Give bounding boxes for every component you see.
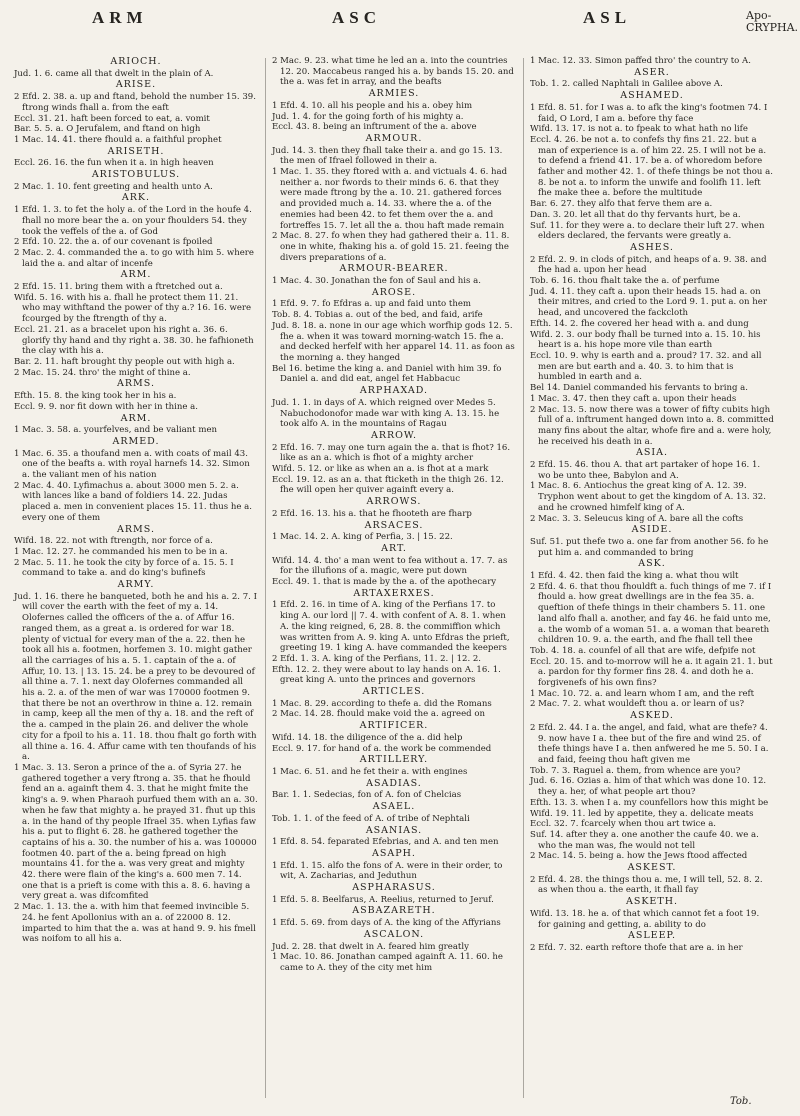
entry-text: 2 Efd. 15. 46. thou A. that art partaker of hope 16. 1. wo be unto thee, Babylon and A.	[530, 460, 761, 481]
entry-text: 1 Efd. 2. 16. in time of A. king of the Perfians 17. to king A. our lord || 7. 4. with confent of A. 8. 1. when A. the king reigned, 6, 28. 8. the commiffion which was written from A. 9. king A. unto Efdras the prieft, greeting 19. 1 king A. have commanded the keepers	[272, 600, 510, 654]
entry-heading: ARTIFICER.	[359, 720, 429, 732]
entry-text: Eccl. 49. 1. that is made by the a. of the apothecary	[272, 577, 497, 588]
header-center-word: ASC	[332, 8, 382, 27]
header-right-word: ASL	[583, 8, 632, 27]
entry-text: 2 Efd. 7. 32. earth reftore thofe that are a. in her	[530, 942, 743, 953]
entry-text: 2 Efd. 15. 11. bring them with a ftretched out a.	[14, 282, 223, 293]
entry-text: 2 Mac. 1. 13. the a. with him that feemed invincible 5. 24. he fent Apollonius with an a. of 22000 8. 12. imparted to him that the a. was at hand 9. 9. his fmell was noifom to all his a.	[14, 902, 256, 945]
entry-heading: ARMED.	[112, 435, 160, 447]
entry-text: Eccl. 21. 21. as a bracelet upon his right a. 36. 6. glorify thy hand and thy right a. 38. 30. he fafhioneth the clay with his a.	[14, 324, 254, 357]
entry-text: 2 Efd. 4. 6. that thou fhouldft a. fuch things of me 7. if I fhould a. how great dwellings are in the fea 35. a. queftion of thefe things in their chambers 5. 11. one land alfo fhall a. another, and fay 46. he faid unto me, a. the womb of a woman 51. a. a woman that beareth children 10. 9. a. the earth, and fhe fhall tell thee	[530, 581, 772, 646]
entry-text: Tob. 6. 16. thou fhalt take the a. of perfume	[530, 276, 720, 287]
entry-text: 1 Mac. 3. 47. then they caft a. upon their heads	[530, 393, 737, 404]
entry-heading: ARM.	[120, 269, 152, 281]
entry-text: Tob. 1. 2. called Naphtali in Galilee above A.	[530, 79, 723, 90]
entry-text: Eccl. 9. 17. for hand of a. the work be commended	[272, 743, 492, 754]
entry-heading: ASAEL.	[372, 801, 416, 813]
entry-heading: ARTAXERXES.	[353, 587, 435, 599]
entry-heading: ASIDE.	[631, 524, 673, 536]
entry-text: 1 Mac. 8. 29. according to thefe a. did the Romans	[272, 698, 492, 709]
entry-heading: ARMIES.	[368, 88, 420, 100]
entry-text: Suf. 51. put thefe two a. one far from another 56. fo he put him a. and commanded to bring	[530, 536, 769, 558]
entry-text: Suf. 14. after they a. one another the caufe 40. we a. who the man was, fhe would not tell	[530, 829, 759, 851]
entry-text: 1 Efd. 5. 8. Beelfarus, A. Reelius, returned to Jeruf.	[272, 894, 494, 905]
entry-text: Wifd. 18. 22. not with ftrength, nor force of a.	[14, 536, 213, 547]
entry-heading: ARSACES.	[364, 519, 424, 531]
entry-text: Eccl. 10. 9. why is earth and a. proud? 17. 32. and all men are but earth and a. 40. 3. to him that is humbled in earth and a.	[530, 350, 762, 383]
entry-text: Bar. 6. 27. they alfo that ferve them are a.	[530, 199, 713, 210]
apo-line-1: Apo-	[746, 9, 772, 22]
entry-text: 2 Efd. 2. 38. a. up and ftand, behold the number 15. 39. ftrong winds fhall a. from the eaft	[14, 92, 256, 113]
entry-text: 2 Efd. 16. 13. his a. that he fhooteth are fharp	[272, 508, 472, 519]
entry-heading: ARMS.	[117, 378, 155, 390]
entry-text: Tob. 4. 18. a. counfel of all that are wife, defpife not	[530, 645, 756, 656]
entry-text: 1 Mac. 14. 41. there fhould a. a faithful prophet	[14, 134, 222, 145]
entry-heading: ASHES.	[630, 241, 674, 253]
entry-text: Bar. 5. 5. a. O Jerufalem, and ftand on high	[14, 124, 201, 135]
entry-text: 1 Mac. 10. 72. a. and learn whom I am, and the reft	[530, 688, 755, 699]
entry-text: Wifd. 2. 3. our body fhall be turned into a. 15. 10. his heart is a. his hope more vile than earth	[530, 329, 761, 351]
catchword: Tob.	[730, 1096, 752, 1107]
entry-heading: ASADIAS.	[366, 777, 422, 789]
header-apocrypha-label	[746, 10, 798, 34]
entry-text: Jud. 1. 16. there he banqueted, both he and his a. 2. 7. I will cover the earth with the feet of my a. 14. Olofernes called the officers of the a. of Affur 16. ranged them, as a great a. is ordered for war 18. plenty of victual for every man of the a. 22. then he took all his a. footmen, horfemen 3. 10. might gather all the carriages of his a. 5. 1. captain of the a. of Affur, 10. 13. | 13. 15. 24. be a prey to be devoured of all thine a. 7. 1. next day Olofernes commanded all his a. 2. a. of the men of war was 170000 footmen 9. that there be not an overthrow in thine a. 12. remain in camp, keep all the men of thy a. 18. and the reft of the a. camped in the plain 26. and deliver the whole city for a fpoil to his a. 11. 18. thou fhalt go forth with all thine a. 16. 4. Affur came with ten thoufands of his a.	[14, 591, 257, 763]
entry-text: 1 Mac. 12. 33. Simon paffed thro' the country to A.	[530, 56, 751, 66]
column-1	[14, 56, 258, 945]
entry-text: Suf. 11. for they were a. to declare their luft 27. when elders declared, the fervants were greatly a.	[530, 220, 765, 242]
entry-heading: ART.	[381, 542, 407, 554]
entry-heading: ARPHAXAD.	[359, 385, 429, 397]
entry-text: Efth. 14. 2. fhe covered her head with a. and dung	[530, 318, 749, 329]
header-left-word: ARM	[92, 8, 148, 27]
entry-text: Wifd. 14. 18. the diligence of the a. did help	[272, 732, 463, 743]
entry-heading: ASLEEP.	[627, 930, 677, 942]
entry-text: Jud. 4. 11. they caft a. upon their heads 15. had a. on their mitres, and cried to the Lord 9. 1. put a. on her head, and uncovered the fackcloth	[530, 286, 767, 319]
entry-text: Tob. 8. 4. Tobias a. out of the bed, and faid, arife	[272, 310, 483, 321]
entry-text: Eccl. 32. 7. fcarcely when thou art twice a.	[530, 819, 717, 830]
entry-text: 1 Mac. 12. 27. he commanded his men to be in a.	[14, 546, 228, 557]
column-2	[272, 56, 516, 974]
entry-text: Wifd. 5. 16. with his a. fhall he protect them 11. 21. who may withftand the power of thy a.? 16. 16. were fcourged by the ftrength of thy a.	[14, 292, 252, 325]
entry-text: Jud. 6. 16. Ozias a. him of that which was done 10. 12. they a. her, of what people art thou?	[530, 776, 767, 798]
entry-text: Dan. 3. 20. let all that do thy fervants hurt, be a.	[530, 209, 741, 220]
apo-line-2: CRYPHA.	[746, 21, 799, 34]
entry-heading: ARISE.	[115, 79, 157, 91]
entry-heading: ASKETH.	[625, 896, 679, 908]
entry-text: Bar. 2. 11. haft brought thy people out with high a.	[14, 356, 235, 367]
entry-text: Tob. 1. 1. of the feed of A. of tribe of Nephtali	[272, 813, 470, 824]
entry-text: Bel 14. Daniel commanded his fervants to bring a.	[530, 383, 748, 394]
entry-text: 1 Mac. 6. 35. a thoufand men a. with coats of mail 43. one of the beafts a. with royal harnefs 14. 32. Simon a. the valiant men of his nation	[14, 448, 250, 481]
entry-text: Eccl. 20. 15. and to-morrow will he a. it again 21. 1. but a. pardon for thy former fins 28. 4. and doth he a. forgivenefs of his own fins?	[530, 656, 773, 689]
entry-heading: ASHAMED.	[620, 90, 684, 102]
entry-heading: ARTICLES.	[362, 686, 426, 698]
entry-heading: ARMOUR-BEARER.	[339, 263, 449, 275]
column-3	[530, 56, 774, 954]
entry-heading: ARMY.	[117, 579, 155, 591]
entry-text: 2 Mac. 9. 23. what time he led an a. into the countries 12. 20. Maccabeus ranged his a. by bands 15. 20. and the a. was fet in array, and the beafts	[272, 56, 514, 88]
entry-text: 1 Mac. 1. 35. they ftored with a. and victuals 4. 6. had neither a. nor fwords to their minds 6. 6. that they were made ftrong by the a. 10. 21. gathered forces and provided much a. 14. 33. where the a. of the enemies had been 42. to fet them over the a. and fortreffes 15. 7. let all the a. thou haft made remain	[272, 167, 508, 231]
entry-text: Efth. 15. 8. the king took her in his a.	[14, 391, 177, 402]
entry-heading: ARISTOBULUS.	[91, 169, 181, 181]
entry-heading: ASCALON.	[363, 928, 425, 940]
entry-heading: ASKED.	[630, 710, 674, 722]
entry-text: 2 Efd. 10. 22. the a. of our covenant is fpoiled	[14, 237, 213, 248]
entry-text: 2 Efd. 2. 44. I a. the angel, and faid, what are thefe? 4. 9. now have I a. thee but of the fire and wind 25. of thefe things have I a. then anfwered he me 5. 50. I a. and faid, feeing thou haft given me	[530, 722, 769, 765]
entry-heading: ASAPH.	[372, 847, 416, 859]
entry-text: Wifd. 13. 17. is not a. to fpeak to what hath no life	[530, 124, 748, 135]
entry-text: Jud. 1. 1. in days of A. which reigned over Medes 5. Nabuchodonofor made war with king A. 13. 15. he took alfo A. in the mountains of Ragau	[272, 397, 500, 430]
entry-text: 1 Efd. 5. 69. from days of A. the king of the Affyrians	[272, 918, 501, 929]
entry-text: 2 Efd. 16. 7. may one turn again the a. that is fhot? 16. like as an a. which is fhot of a mighty archer	[272, 442, 511, 464]
entry-heading: ARMS.	[117, 523, 155, 535]
running-header	[0, 8, 800, 48]
entry-text: 2 Mac. 1. 10. fent greeting and health unto A.	[14, 181, 213, 192]
entry-text: Eccl. 9. 9. nor fit down with her in thine a.	[14, 401, 198, 412]
column-rule-1	[265, 58, 266, 1098]
entry-text: 2 Mac. 15. 24. thro' the might of thine a.	[14, 367, 191, 378]
entry-text: 1 Mac. 6. 51. and he fet their a. with engines	[272, 767, 468, 777]
entry-text: Eccl. 26. 16. the fun when it a. in high heaven	[14, 158, 214, 169]
entry-text: 1 Mac. 10. 86. Jonathan camped againft A. 11. 60. he came to A. they of the city met him	[272, 952, 503, 973]
entry-text: Wifd. 5. 12. or like as when an a. is fhot at a mark	[272, 464, 489, 475]
entry-text: Eccl. 43. 8. being an inftrument of the a. above	[272, 122, 477, 133]
entry-text: Tob. 7. 3. Raguel a. them, from whence are you?	[530, 765, 741, 776]
entry-text: Jud. 1. 6. came all that dwelt in the plain of A.	[14, 68, 214, 79]
entry-text: 2 Mac. 8. 27. fo when they had gathered their a. 11. 8. one in white, fhaking his a. of gold 15. 21. feeing the divers preparations of a.	[272, 231, 510, 263]
entry-heading: ARIOCH.	[110, 56, 162, 67]
entry-heading: ARM.	[120, 412, 152, 424]
entry-text: Efth. 13. 3. when I a. my counfellors how this might be	[530, 797, 769, 808]
entry-text: 2 Efd. 1. 3. A. king of the Perfians, 11. 2. | 12. 2.	[272, 653, 482, 664]
entry-text: Eccl. 4. 26. be not a. to confefs thy fins 21. 22. but a man of experience is a. of him 22. 25. I will not be a. to defend a friend 41. 17. be a. of whoredom before father and mother 42. 1. of thefe things be not thou a. 8. be not a. to inform the unwife and foolifh 11. left fhe make thee a. before the multitude	[530, 134, 773, 199]
entry-text: 1 Efd. 4. 42. then faid the king a. what thou wilt	[530, 571, 739, 582]
entry-text: 1 Mac. 4. 30. Jonathan the fon of Saul and his a.	[272, 276, 481, 287]
entry-text: Jud. 1. 4. for the going forth of his mighty a.	[272, 111, 464, 122]
entry-heading: ASIA.	[635, 447, 668, 459]
entry-heading: ARK.	[121, 192, 151, 204]
entry-heading: ARROW.	[370, 429, 418, 441]
entry-text: 2 Mac. 2. 4. commanded the a. to go with him 5. where laid the a. and altar of incenfe	[14, 247, 254, 269]
entry-text: 1 Efd. 1. 15. alfo the fons of A. were in their order, to wit, A. Zacharias, and Jeduthun	[272, 860, 503, 882]
entry-text: Wifd. 14. 4. tho' a man went to fea without a. 17. 7. as for the illufions of a. magic, were put down	[272, 555, 508, 577]
entry-text: Jud. 8. 18. a. none in our age which worfhip gods 12. 5. fhe a. when it was toward morning-watch 15. fhe a. and decked herfelf with her apparel 14. 11. as foon as the morning a. they hanged	[272, 320, 515, 363]
entry-text: 1 Efd. 9. 7. fo Efdras a. up and faid unto them	[272, 299, 471, 310]
entry-heading: ASPHARASUS.	[352, 882, 436, 894]
entry-heading: AROSE.	[371, 286, 417, 298]
entry-heading: ARMOUR.	[365, 132, 423, 144]
entry-heading: ASKEST.	[627, 862, 677, 874]
entry-text: 1 Mac. 3. 13. Seron a prince of the a. of Syria 27. he gathered together a very ftrong a. 35. that he fhould fend an a. againft them 4. 3. that he might fmite the king's a. 9. when Pharaoh purfued them with an a. 30. when he faw that mighty a. he prayed 31. fhut up this a. in the hand of thy people Ifrael 35. when Lyfias faw his a. put to flight 6. 28. he gathered together the captains of his a. 30. the number of his a. was 100000 footmen 40. part of the a. being fpread on high mountains 41. for the a. was very great and mighty 42. there were flain of the king's a. 600 men 7. 14. one that is a prieft is come with this a. 8. 6. having a very great a. was difcomfited	[14, 763, 258, 902]
entry-text: 1 Mac. 14. 2. A. king of Perfia, 3. | 15. 22.	[272, 532, 453, 543]
entry-text: Jud. 14. 3. then they fhall take their a. and go 15. 13. the men of Ifrael followed in their a.	[272, 145, 503, 167]
entry-text: Jud. 2. 28. that dwelt in A. feared him greatly	[272, 941, 469, 952]
entry-heading: ARROWS.	[366, 496, 422, 508]
entry-text: 2 Mac. 13. 5. now there was a tower of fifty cubits high full of a. inftrument hanged down into a. 8. committed many fins about the altar, whofe fire and a. were holy, he received his death in a.	[530, 404, 774, 447]
entry-heading: ARISETH.	[107, 145, 165, 157]
entry-text: Efth. 12. 2. they were about to lay hands on A. 16. 1. great king A. unto the princes and governors	[272, 664, 501, 686]
entry-text: 1 Mac. 3. 58. a. yourfelves, and be valiant men	[14, 425, 218, 436]
entry-text: Wifd. 13. 18. he a. of that which cannot fet a foot 19. for gaining and getting, a. ability to do	[530, 908, 760, 930]
entry-text: 2 Efd. 4. 28. the things thou a. me, I will tell, 52. 8. 2. as when thou a. the earth, it fhall fay	[530, 874, 763, 896]
entry-text: Eccl. 19. 12. as an a. that fticketh in the thigh 26. 12. fhe will open her quiver againft every a.	[272, 474, 504, 496]
entry-text: Eccl. 31. 21. haft been forced to eat, a. vomit	[14, 113, 210, 124]
entry-text: 1 Efd. 4. 10. all his people and his a. obey him	[272, 100, 473, 111]
entry-text: Bel 16. betime the king a. and Daniel with him 39. fo Daniel a. and did eat, angel fet Habbacuc	[272, 363, 502, 385]
entry-text: 1 Efd. 1. 3. to fet the holy a. of the Lord in the houfe 4. fhall no more bear the a. on your fhoulders 54. they took the veffels of the a. of God	[14, 205, 252, 237]
entry-heading: ARTILLERY.	[359, 754, 429, 766]
entry-text: 2 Mac. 14. 5. being a. how the Jews ftood affected	[530, 851, 748, 862]
entry-text: 2 Mac. 7. 2. what wouldeft thou a. or learn of us?	[530, 699, 745, 710]
column-rule-2	[523, 58, 524, 1098]
entry-text: 2 Mac. 4. 40. Lyfimachus a. about 3000 men 5. 2. a. with lances like a band of foldiers 14. 22. Judas placed a. men in convenient places 15. 11. thus he a. every one of them	[14, 480, 252, 523]
entry-text: 1 Efd. 8. 51. for I was a. to afk the king's footmen 74. I faid, O Lord, I am a. before thy face	[530, 102, 768, 124]
entry-text: 2 Mac. 3. 3. Seleucus king of A. bare all the cofts	[530, 513, 744, 524]
entry-text: Bar. 1. 1. Sedecias, fon of A. fon of Chelcias	[272, 790, 462, 801]
entry-text: Wifd. 19. 11. led by appetite, they a. delicate meats	[530, 808, 754, 819]
entry-text: 1 Efd. 8. 54. feparated Efebrias, and A. and ten men	[272, 837, 499, 848]
entry-heading: ASK.	[638, 558, 666, 570]
entry-text: 2 Mac. 5. 11. he took the city by force of a. 15. 5. I command to take a. and do king's bufinefs	[14, 557, 234, 579]
entry-heading: ASBAZARETH.	[352, 905, 436, 917]
entry-heading: ASANIAS.	[365, 824, 423, 836]
entry-text: 2 Mac. 14. 28. fhould make void the a. agreed on	[272, 709, 485, 720]
entry-text: 2 Efd. 2. 9. in clods of pitch, and heaps of a. 9. 38. and fhe had a. upon her head	[530, 254, 767, 276]
entry-heading: ASER.	[634, 66, 670, 78]
entry-text: 1 Mac. 8. 6. Antiochus the great king of A. 12. 39. Tryphon went about to get the kingdom of A. 13. 32. and he crowned himfelf king of A.	[530, 481, 766, 513]
